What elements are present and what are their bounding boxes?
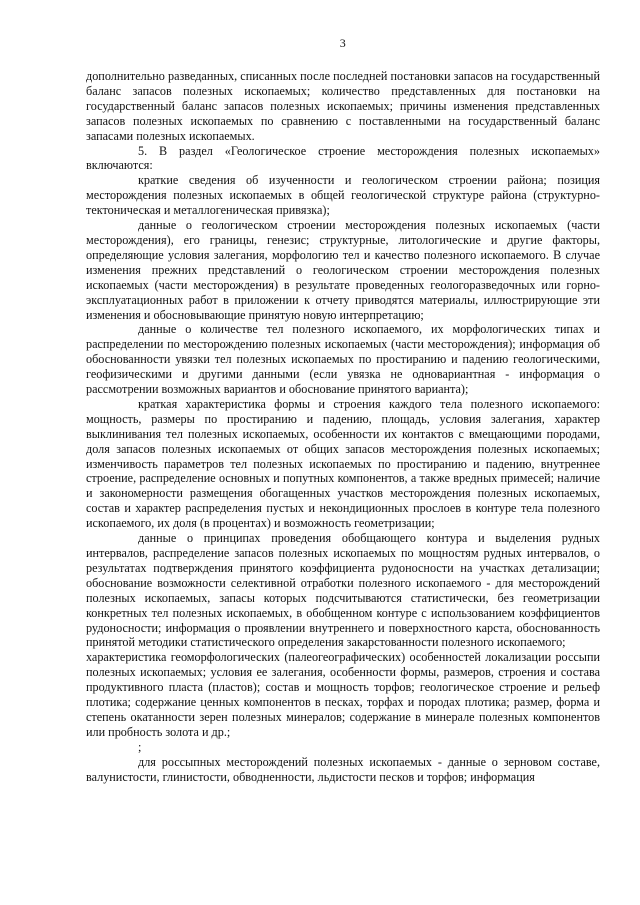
paragraph: дополнительно разведанных, списанных после последней постановки запасов на государственный баланс запасов полезных ископаемых; количество представленных для постановки на государственный баланс запасов полезных ископаемых; причины изменения представленных запасов полезных ископаемых по сравнению с поставленными на государственный баланс запасами полезных ископаемых. xyxy=(86,69,600,143)
paragraph: для россыпных месторождений полезных ископаемых - данные о зерновом составе, валунистости, глинистости, обводненности, льдистости песков и торфов; информация xyxy=(86,754,600,784)
paragraph: данные о количестве тел полезного ископаемого, их морфологических типах и распределении по месторождению полезных ископаемых (части месторождения); информация об обоснованности увязки тел полезных ископаемых по простиранию и падению геологическими, геофизическими и другими данными (если увязка не одновариантная - информация о рассмотрении возможных вариантов и обоснование принятого варианта); xyxy=(86,322,600,397)
document-body xyxy=(86,69,600,785)
page-number: 3 xyxy=(339,36,347,50)
paragraph: данные о геологическом строении месторождения полезных ископаемых (части месторождения), его границы, генезис; структурные, литологические и другие факторы, определяющие условия залегания, морфологию тел и качество полезного ископаемого. В случае изменения прежних представлений о геологическом строении месторождения полезных ископаемых (части месторождения) в результате проведенных геологоразведочных или горно-эксплуатационных работ в приложении к отчету приводятся материалы, иллюстрирующие эти изменения и обосновывающие принятую новую интерпретацию; xyxy=(86,218,600,322)
paragraph: краткая характеристика формы и строения каждого тела полезного ископаемого: мощность, размеры по простиранию и падению, площадь, условия залегания, характер выклинивания тел полезных ископаемых, особенности их контактов с вмещающими породами, доля запасов полезных ископаемых от общих запасов месторождения полезных ископаемых; изменчивость параметров тел полезных ископаемых по простиранию и падению, внутреннее строение, распределение основных и попутных компонентов, а также вредных примесей; наличие и закономерности размещения обогащенных участков месторождения полезных ископаемых, состав и характер распределения пустых и некондиционных прослоев в контуре тела полезного ископаемого, их доля (в процентах) и возможность геометризации; xyxy=(86,396,600,531)
paragraph: 5. В раздел «Геологическое строение месторождения полезных ископаемых» включаются: xyxy=(86,143,600,173)
paragraph: характеристика геоморфологических (палеогеографических) особенностей локализации россыпи полезных ископаемых; условия ее залегания, особенности формы, размеров, строения и состава продуктивного пласта (пластов); состав и мощность торфов; геологическое строение и рельеф плотика; содержание ценных компонентов в песках, торфах и породах плотика; размер, форма и степень окатанности зерен полезных минералов; содержание в минерале полезных компонентов или пробность золота и др.; xyxy=(86,650,600,739)
paragraph: краткие сведения об изученности и геологическом строении района; позиция месторождения полезных ископаемых в общей геологической структуре района (структурно-тектоническая и металлогеническая привязка); xyxy=(86,173,600,218)
paragraph: данные о принципах проведения обобщающего контура и выделения рудных интервалов, распределение запасов полезных ископаемых по мощностям рудных интервалов, о результатах подтверждения принятого коэффициента рудоносности на участках детализации; обоснование возможности селективной отработки полезного ископаемого - для месторождений полезных ископаемых, запасы которых подсчитываются статистически, без геометризации конкретных тел полезных ископаемых, в обобщенном контуре с использованием коэффициентов рудоносности; информация о проявлении внутреннего и поверхностного карста, обоснованность принятой методики статистического определения закарстованности полезного ископаемого; xyxy=(86,531,600,650)
paragraph: ; xyxy=(138,739,142,754)
